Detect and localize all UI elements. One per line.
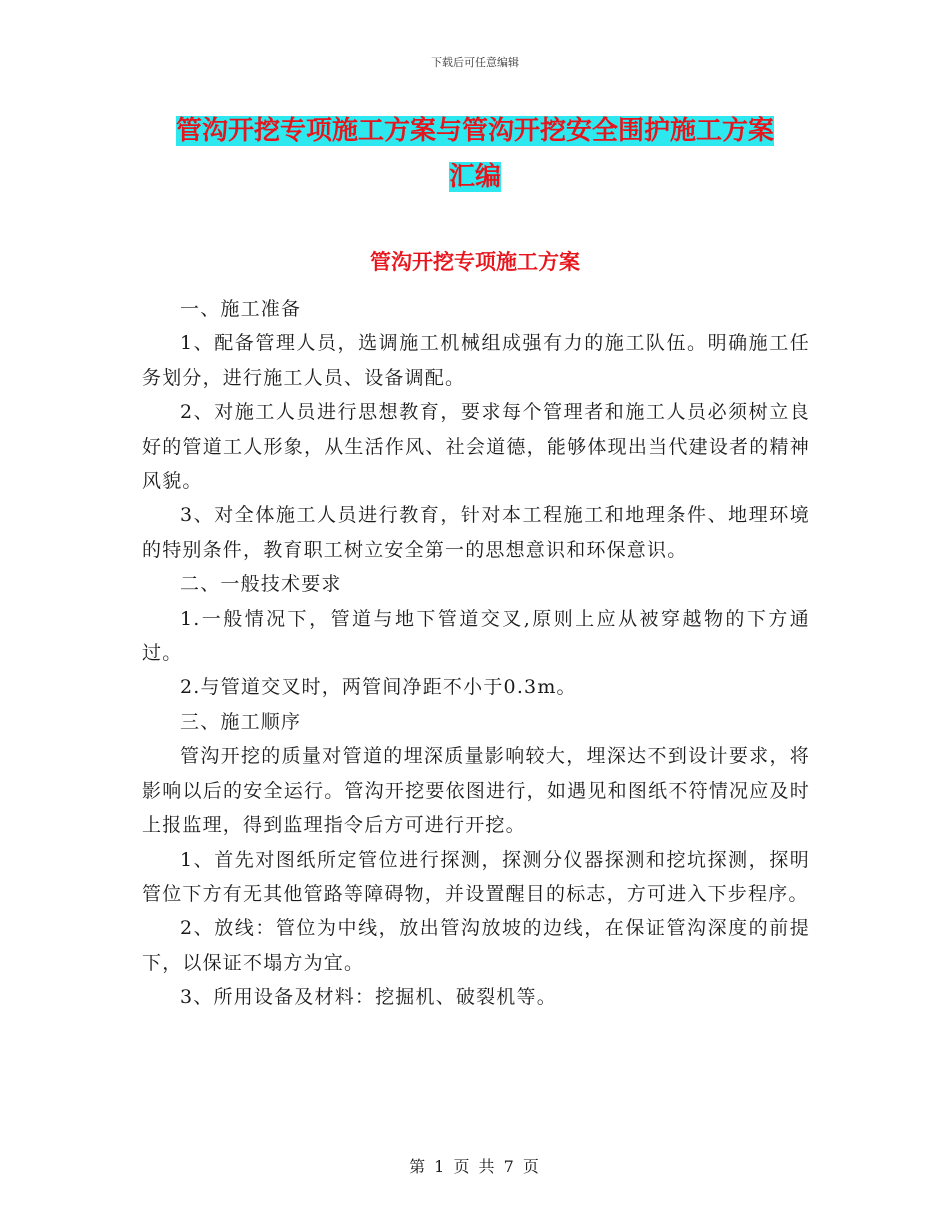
section-title: 管沟开挖专项施工方案 bbox=[370, 249, 580, 274]
paragraph: 1、首先对图纸所定管位进行探测，探测分仪器探测和挖坑探测，探明管位下方有无其他管路等障碍物，并设置醒目的标志，方可进入下步程序。 bbox=[142, 848, 810, 905]
heading-technical-requirements: 二、一般技术要求 bbox=[180, 573, 342, 596]
document-title bbox=[140, 108, 810, 200]
paragraph: 2.与管道交叉时，两管间净距不小于0.3m。 bbox=[180, 676, 577, 699]
title-line-2: 汇编 bbox=[448, 162, 501, 192]
paragraph: 3、对全体施工人员进行教育，针对本工程施工和地理条件、地理环境的特别条件，教育职工树立安全第一的思想意识和环保意识。 bbox=[142, 504, 810, 561]
paragraph: 1、配备管理人员，选调施工机械组成强有力的施工队伍。明确施工任务划分，进行施工人员、设备调配。 bbox=[142, 332, 810, 389]
paragraph: 2、对施工人员进行思想教育，要求每个管理者和施工人员必须树立良好的管道工人形象，从生活作风、社会道德，能够体现出当代建设者的精神风貌。 bbox=[142, 401, 810, 493]
header-note: 下载后可任意编辑 bbox=[431, 56, 519, 69]
document-body bbox=[142, 292, 810, 1015]
paragraph: 2、放线：管位为中线，放出管沟放坡的边线，在保证管沟深度的前提下，以保证不塌方为宜。 bbox=[142, 917, 810, 974]
page-footer: 第 1 页 共 7 页 bbox=[409, 1157, 541, 1176]
paragraph: 管沟开挖的质量对管道的埋深质量影响较大，埋深达不到设计要求，将影响以后的安全运行。管沟开挖要依图进行，如遇见和图纸不符情况应及时上报监理，得到监理指令后方可进行开挖。 bbox=[142, 745, 810, 837]
title-line-1: 管沟开挖专项施工方案与管沟开挖安全围护施工方案 bbox=[175, 116, 774, 146]
heading-construction-sequence: 三、施工顺序 bbox=[180, 710, 302, 733]
paragraph: 3、所用设备及材料：挖掘机、破裂机等。 bbox=[180, 986, 557, 1009]
heading-preparation: 一、施工准备 bbox=[180, 298, 302, 320]
paragraph: 1.一般情况下，管道与地下管道交叉,原则上应从被穿越物的下方通过。 bbox=[142, 607, 810, 665]
